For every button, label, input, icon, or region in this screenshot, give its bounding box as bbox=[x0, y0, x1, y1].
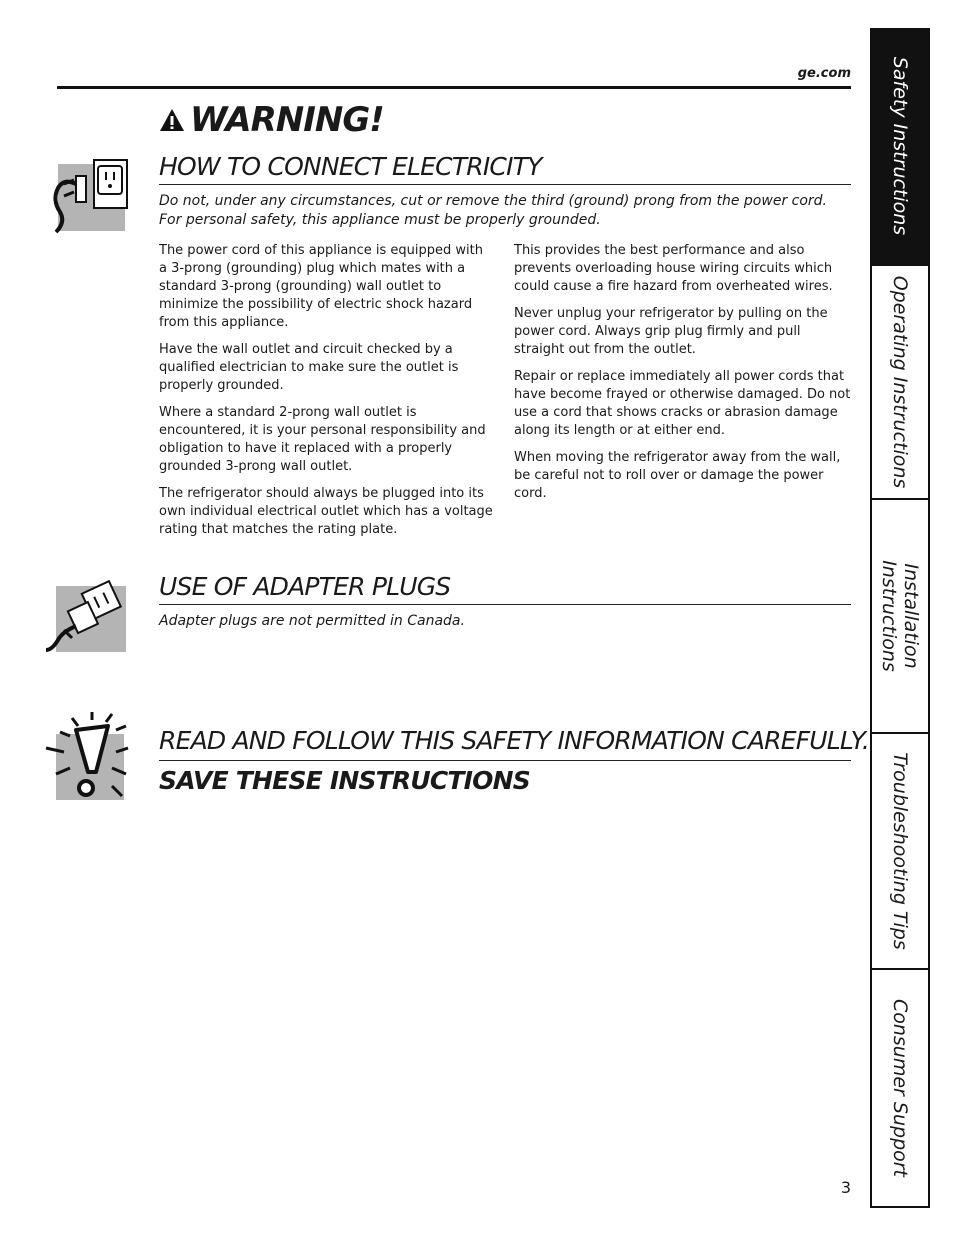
exclamation-alert-icon bbox=[42, 708, 132, 808]
section-rule bbox=[159, 184, 851, 185]
lead-line: Do not, under any circumstances, cut or remove the third (ground) prong from the power cord. bbox=[159, 193, 828, 209]
save-instructions-heading: SAVE THESE INSTRUCTIONS bbox=[159, 766, 530, 795]
paragraph: Where a standard 2-prong wall outlet is encountered, it is your personal responsibility and obligation to have it replaced with a properly grounded 3-prong wall outlet. bbox=[159, 405, 486, 474]
left-column bbox=[159, 242, 494, 548]
section-title-connect-electricity: HOW TO CONNECT ELECTRICITY bbox=[159, 152, 542, 181]
paragraph: Have the wall outlet and circuit checked by a qualified electrician to make sure the outlet is properly grounded. bbox=[159, 342, 459, 393]
paragraph: This provides the best performance and also prevents overloading house wiring circuits which could cause a fire hazard from overheated wires. bbox=[514, 243, 833, 294]
lead-line: For personal safety, this appliance must be properly grounded. bbox=[159, 212, 601, 228]
tab-consumer-support[interactable] bbox=[872, 970, 928, 1206]
tab-label: Safety Instructions bbox=[889, 56, 911, 236]
section-tabs bbox=[870, 28, 930, 1208]
tab-installation-instructions[interactable] bbox=[872, 500, 928, 734]
header-rule bbox=[57, 86, 851, 89]
tab-safety-instructions[interactable] bbox=[872, 28, 928, 266]
tab-troubleshooting-tips[interactable] bbox=[872, 734, 928, 970]
tab-label bbox=[878, 560, 922, 672]
warning-triangle-icon bbox=[159, 108, 185, 132]
adapter-plug-icon bbox=[42, 580, 134, 660]
connect-electricity-lead bbox=[159, 192, 839, 230]
section-rule bbox=[159, 604, 851, 605]
plug-outlet-icon bbox=[46, 156, 132, 240]
tab-label: Troubleshooting Tips bbox=[889, 752, 911, 950]
tab-label: Consumer Support bbox=[889, 998, 911, 1178]
warning-title: WARNING! bbox=[190, 100, 384, 140]
paragraph: When moving the refrigerator away from the wall, be careful not to roll over or damage the power cord. bbox=[514, 450, 841, 501]
paragraph: Repair or replace immediately all power cords that have become frayed or otherwise damaged. Do not use a cord that shows cracks or abrasion damage along its length or at either end. bbox=[514, 369, 851, 438]
site-url: ge.com bbox=[797, 66, 851, 81]
tab-operating-instructions[interactable] bbox=[872, 266, 928, 500]
tab-label: Operating Instructions bbox=[889, 275, 911, 489]
section-rule bbox=[159, 760, 851, 761]
page-number: 3 bbox=[840, 1178, 851, 1197]
tab-label-line: Installation bbox=[900, 563, 922, 669]
right-column bbox=[514, 242, 854, 512]
paragraph: Never unplug your refrigerator by pulling on the power cord. Always grip plug firmly and pull straight out from the outlet. bbox=[514, 306, 828, 357]
section-title-safety-information: READ AND FOLLOW THIS SAFETY INFORMATION CAREFULLY. bbox=[159, 726, 870, 755]
paragraph: The power cord of this appliance is equipped with a 3-prong (grounding) plug which mates with a standard 3-prong (grounding) wall outlet to minimize the possibility of electric shock hazard from this appliance. bbox=[159, 243, 484, 330]
adapter-plugs-lead: Adapter plugs are not permitted in Canada. bbox=[159, 613, 465, 629]
paragraph: The refrigerator should always be plugged into its own individual electrical outlet which has a voltage rating that matches the rating plate. bbox=[159, 486, 493, 537]
section-title-adapter-plugs: USE OF ADAPTER PLUGS bbox=[159, 572, 451, 601]
warning-heading bbox=[159, 100, 384, 140]
tab-label-line: Instructions bbox=[878, 560, 900, 672]
